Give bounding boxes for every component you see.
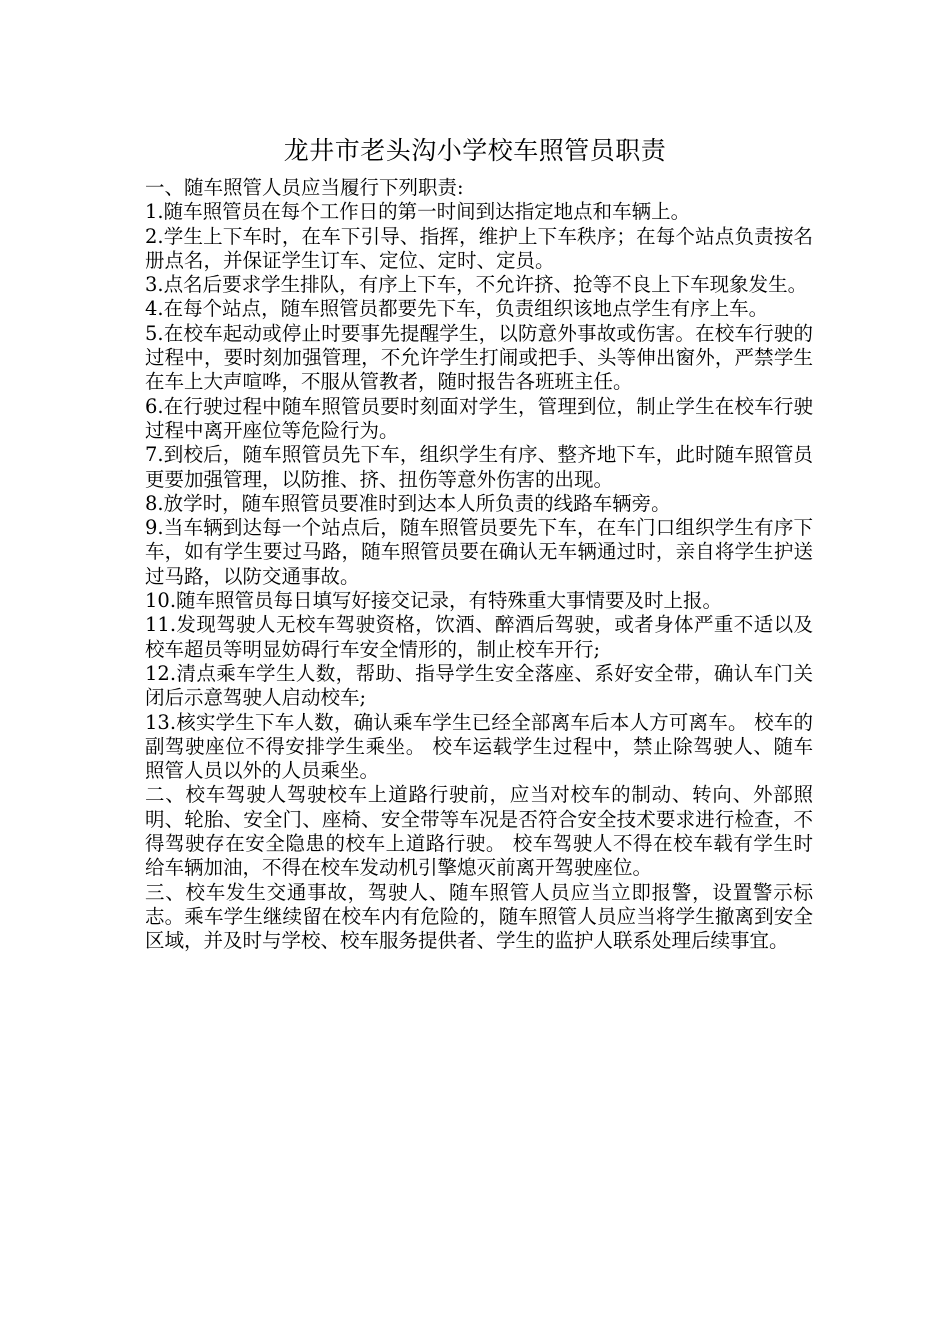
paragraph-item-13: 13.核实学生下车人数，确认乘车学生已经全部离车后本人方可离车。 校车的副驾驶座位不得安排学生乘坐。 校车运载学生过程中，禁止除驾驶人、随车照管人员以外的人员乘坐。: [145, 710, 813, 783]
paragraph-item-7: 7.到校后，随车照管员先下车，组织学生有序、整齐地下车，此时随车照管员更要加强管理，以防推、挤、扭伤等意外伤害的出现。: [145, 443, 813, 491]
paragraph-duties-intro: 一、随车照管人员应当履行下列职责:: [145, 176, 464, 199]
paragraph-item-10: 10.随车照管员每日填写好接交记录，有特殊重大事情要及时上报。: [145, 589, 723, 613]
paragraph-item-5: 5.在校车起动或停止时要事先提醒学生，以防意外事故或伤害。在校车行驶的过程中，要时刻加强管理，不允许学生打闹或把手、头等伸出窗外，严禁学生在车上大声喧哗，不服从管教者，随时报告各班班主任。: [145, 321, 813, 394]
document-body: [145, 176, 813, 954]
paragraph-item-9: 9.当车辆到达每一个站点后，随车照管员要先下车，在车门口组织学生有序下车，如有学生要过马路，随车照管员要在确认无车辆通过时，亲自将学生护送过马路，以防交通事故。: [145, 516, 813, 588]
paragraph-item-3: 3.点名后要求学生排队，有序上下车，不允许挤、抢等不良上下车现象发生。: [145, 273, 808, 297]
paragraph-item-4: 4.在每个站点，随车照管员都要先下车，负责组织该地点学生有序上车。: [145, 297, 769, 321]
paragraph-item-1: 1.随车照管员在每个工作日的第一时间到达指定地点和车辆上。: [145, 200, 691, 224]
paragraph-item-8: 8.放学时，随车照管员要准时到达本人所负责的线路车辆旁。: [145, 491, 671, 515]
paragraph-item-12: 12.清点乘车学生人数，帮助、指导学生安全落座、系好安全带，确认车门关闭后示意驾驶人启动校车;: [145, 661, 813, 710]
document-title: 龙井市老头沟小学校车照管员职责: [283, 136, 667, 165]
paragraph-section-3: 三、校车发生交通事故，驾驶人、随车照管人员应当立即报警，设置警示标志。乘车学生继续留在校车内有危险的，随车照管人员应当将学生撤离到安全区域，并及时与学校、校车服务提供者、学生的监护人联系处理后续事宜。: [145, 880, 813, 953]
paragraph-item-2: 2.学生上下车时，在车下引导、指挥，维护上下车秩序；在每个站点负责按名册点名，并保证学生订车、定位、定时、定员。: [145, 224, 813, 272]
paragraph-item-11: 11.发现驾驶人无校车驾驶资格，饮酒、醉酒后驾驶，或者身体严重不适以及校车超员等明显妨碍行车安全情形的，制止校车开行;: [145, 613, 813, 661]
paragraph-section-2: 二、校车驾驶人驾驶校车上道路行驶前，应当对校车的制动、转向、外部照明、轮胎、安全门、座椅、安全带等车况是否符合安全技术要求进行检查，不得驾驶存在安全隐患的校车上道路行驶。 校车驾驶人不得在校车载有学生时给车辆加油，不得在校车发动机引擎熄灭前离开驾驶座位。: [145, 783, 813, 880]
paragraph-item-6: 6.在行驶过程中随车照管员要时刻面对学生，管理到位，制止学生在校车行驶过程中离开座位等危险行为。: [145, 394, 813, 442]
